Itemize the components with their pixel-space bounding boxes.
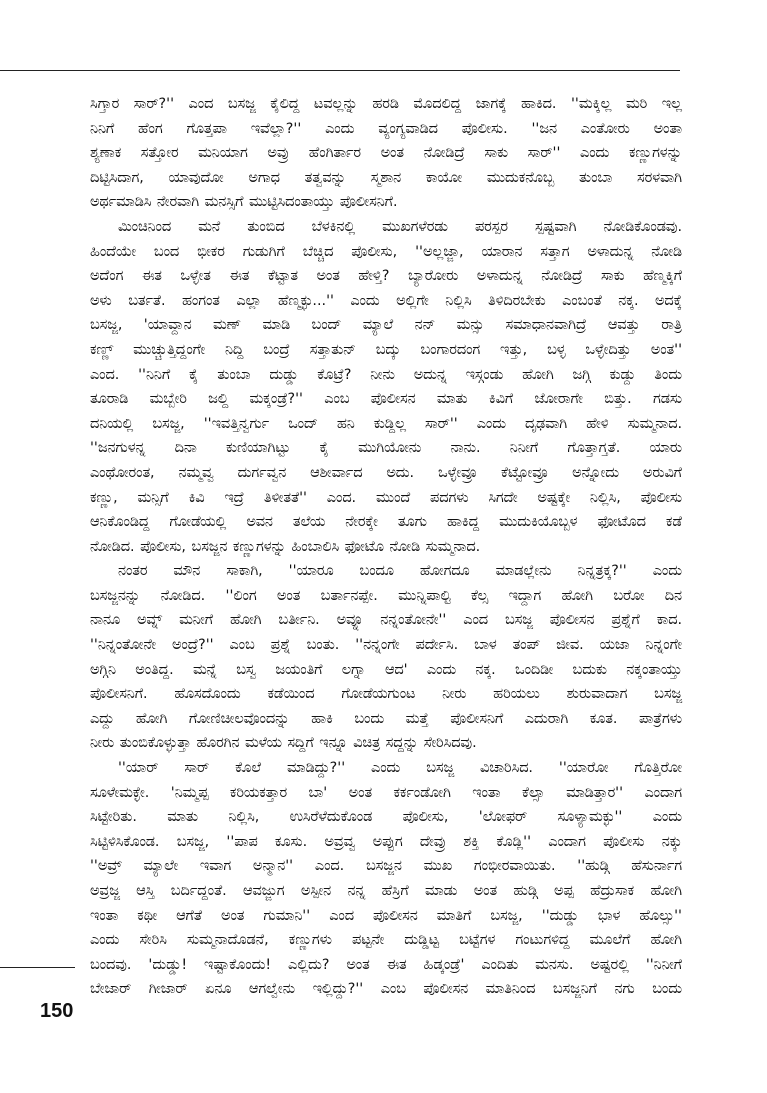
body-text: [90, 92, 682, 1002]
text-line: ನೋಡಿದ. ಪೊಲೀಸು, ಬಸಜ್ಜನ ಕಣ್ಣುಗಳನ್ನು ಹಿಂಬಾಲಿಸಿ ಫೋಟೊ ನೋಡಿ ಸುಮ್ಮನಾದ.: [90, 538, 481, 555]
text-line: ನಂತರ ಮೌನ ಸಾಕಾಗಿ, ''ಯಾರೂ ಬಂದೂ ಹೋಗದೂ ಮಾಡಲ್ಲೇನು ನಿನ್ನತ್ರಕ್ಕ?'' ಎಂದು: [118, 563, 682, 580]
paragraph-4: [90, 756, 682, 1002]
text-line: ಬೇಜಾರ್ ಗೀಜಾರ್ ಏನೂ ಆಗಲ್ವೇನು ಇಲ್ಲಿದ್ದು?'' ಎಂಬ ಪೊಲೀಸನ ಮಾತಿನಿಂದ ಬಸಜ್ಜನಿಗೆ ನಗು ಬಂದು: [90, 981, 682, 998]
text-line: ಆನಿಕೊಂಡಿದ್ದ ಗೋಡೆಯಲ್ಲಿ ಅವನ ತಲೆಯ ನೇರಕ್ಕೇ ತೂಗು ಹಾಕಿದ್ದ ಮುದುಕಿಯೊಬ್ಬಳ ಫೋಟೊದ ಕಡೆ: [90, 514, 682, 531]
paragraph-3: [90, 559, 682, 756]
text-line: ಬಸಜ್ಜ, 'ಯಾವ್ದಾನ ಮಣ್ ಮಾಡಿ ಬಂದ್ ಮ್ಯಾಲೆ ನನ್ ಮನ್ಸು ಸಮಾಧಾನವಾಗಿದ್ರೆ ಆವತ್ತು ರಾತ್ರಿ: [90, 317, 682, 334]
text-line: ನೀರು ತುಂಬಿಕೊಳ್ಳುತ್ತಾ ಹೊರಗಿನ ಮಳೆಯ ಸದ್ದಿಗೆ ಇನ್ನೂ ವಿಚಿತ್ರ ಸದ್ದನ್ನು ಸೇರಿಸಿದವು.: [90, 735, 477, 752]
text-line: ಅದೆಂಗ ಈತ ಒಳ್ಳೇತ ಈತ ಕೆಟ್ಟಾತ ಅಂತ ಹೇಳ್ತಿ? ಬ್ಯಾರೋರು ಅಳಾದುನ್ನ ನೋಡಿದ್ರೆ ಸಾಕು ಹೆಣ್ಮಕ್ಕಿಗೆ: [90, 268, 682, 285]
text-line: ಪೊಲೀಸನಿಗೆ. ಹೊಸದೊಂದು ಕಡೆಯಿಂದ ಗೋಡೆಯಗುಂಟ ನೀರು ಹರಿಯಲು ಶುರುವಾದಾಗ ಬಸಜ್ಜ: [90, 686, 682, 703]
text-line: ಅಗ್ಗಿನಿ ಅಂತಿದ್ದ. ಮನ್ನೆ ಬಸ್ವ ಜಯಂತಿಗೆ ಲಗ್ನಾ ಆದ' ಎಂದು ನಕ್ಕ. ಒಂದಿಡೀ ಬದುಕು ನಕ್ಕಂತಾಯ್ತು: [90, 661, 682, 678]
text-line: ಸಿಟ್ಟಿಳಿಸಿಕೊಂಡ. ಬಸಜ್ಜ, ''ಪಾಪ ಕೂಸು. ಅವ್ರವ್ವ ಅಪ್ಪುಗ ದೇವ್ರು ಶಕ್ತಿ ಕೊಡ್ಲಿ'' ಎಂದಾಗ ಪೊಲೀಸು ನಕ್ಕು: [90, 833, 682, 850]
text-line: ಅವ್ರಜ್ಜ ಆಸ್ತಿ ಬರ್ದಿದ್ದಂತೆ. ಆವಜ್ಜುಗ ಅಸ್ಪೀನ ನನ್ನ ಹೆಸ್ರಿಗೆ ಮಾಡು ಅಂತ ಹುಡ್ಗಿ ಅಪ್ಪ ಹೆದ್ರುಸಾಕ ಹೋಗಿ: [90, 883, 682, 899]
text-line: ಕಣ್ಣ್ ಮುಚ್ಚುತ್ತಿದ್ದಂಗೇ ನಿದ್ದಿ ಬಂದ್ರೆ ಸತ್ತಾತುನ್ ಬದ್ಕು ಬಂಗಾರದಂಗ ಇತ್ತು, ಬಳ್ಳ ಒಳ್ಳೇದಿತ್ತು ಅಂತ'': [90, 341, 682, 358]
text-line: ಇಂತಾ ಕಥೀ ಆಗೆತೆ ಅಂತ ಗುಮಾನಿ'' ಎಂದ ಪೊಲೀಸನ ಮಾತಿಗೆ ಬಸಜ್ಜ, ''ದುಡ್ಡು ಭಾಳ ಹೊಲ್ಸು'': [90, 907, 682, 924]
page-number: 150: [40, 1000, 74, 1022]
text-line: ಎದ್ದು ಹೋಗಿ ಗೋಣಿಚೀಲವೊಂದನ್ನು ಹಾಕಿ ಬಂದು ಮತ್ತೆ ಪೊಲೀಸನಿಗೆ ಎದುರಾಗಿ ಕೂತ. ಪಾತ್ರೆಗಳು: [90, 710, 682, 727]
text-line: ದಿಟ್ಟಿಸಿದಾಗ, ಯಾವುದೋ ಅಗಾಧ ತತ್ವವನ್ನು ಸ್ಮಶಾನ ಕಾಯೋ ಮುದುಕನೊಬ್ಬ ತುಂಬಾ ಸರಳವಾಗಿ: [90, 169, 682, 186]
text-line: ಸೂಳೇಮಕ್ಳೇ. 'ನಿಮ್ಮಪ್ಪ ಕರಿಯಕತ್ತಾರ ಬಾ' ಅಂತ ಕರ್ಕಂಡೋಗಿ ಇಂತಾ ಕೆಲ್ಸಾ ಮಾಡಿತ್ತಾರ'' ಎಂದಾಗ: [90, 784, 682, 801]
text-line: ''ಯಾರ್ ಸಾರ್ ಕೊಲೆ ಮಾಡಿದ್ದು?'' ಎಂದು ಬಸಜ್ಜ ವಿಚಾರಿಸಿದ. ''ಯಾರೋ ಗೊತ್ತಿರೋ: [118, 760, 682, 777]
text-line: ಶ್ಯಣಾಕ ಸತ್ತೋರ ಮನಿಯಾಗ ಅವ್ರು ಹೆಂಗಿರ್ತಾರ ಅಂತ ನೋಡಿದ್ರೆ ಸಾಕು ಸಾರ್'' ಎಂದು ಕಣ್ಣುಗಳನ್ನು: [90, 145, 682, 162]
text-line: ''ಅವ್ರ್ ಮ್ಯಾಲೇ ಇವಾಗ ಅನ್ಮಾನ'' ಎಂದ. ಬಸಜ್ಜನ ಮುಖ ಗಂಭೀರವಾಯಿತು. ''ಹುಡ್ಗಿ ಹೆಸುರ್ನಾಗ: [90, 858, 682, 875]
paragraph-1: [90, 92, 682, 215]
text-line: ''ನಿನ್ನಂತೋನೇ ಅಂದ್ರೆ?'' ಎಂಬ ಪ್ರಶ್ನೆ ಬಂತು. ''ನನ್ನಂಗೇ ಪರ್ದೇಸಿ. ಬಾಳ ತಂಪ್ ಜೀವ. ಯಜಾ ನಿನ್ನಂಗೇ: [90, 637, 682, 654]
text-line: ಬಸಜ್ಜನನ್ನು ನೋಡಿದ. ''ಲಿಂಗ ಅಂತ ಬರ್ತಾನಪ್ಪೇ. ಮುನ್ನಿಪಾಲ್ಟಿ ಕೆಲ್ಸ ಇದ್ದಾಗ ಹೋಗಿ ಬರೋ ದಿನ: [90, 587, 682, 604]
text-line: ಸಿಟ್ಟೇರಿತು. ಮಾತು ನಿಲ್ಲಿಸಿ, ಉಸಿರೆಳೆದುಕೊಂಡ ಪೊಲೀಸು, 'ಲೋಫರ್ ಸೂಳ್ಯಾಮಕ್ಳು'' ಎಂದು: [90, 809, 682, 826]
text-line: ತೂರಾಡಿ ಮಬ್ಬೇರಿ ಜಲ್ದಿ ಮಕ್ಕಂಡ್ರೆ?'' ಎಂಬ ಪೊಲೀಸನ ಮಾತು ಕಿವಿಗೆ ಜೋರಾಗೇ ಬಿತ್ತು. ಗಡಸು: [90, 391, 682, 408]
text-line: ಬಂದವು. 'ದುಡ್ಡು! ಇಷ್ಟಾಕೊಂದು! ಎಲ್ಲಿದು? ಅಂತ ಈತ ಹಿಡ್ಕಂಡ್ರೆ' ಎಂದಿತು ಮನಸು. ಅಷ್ಟರಲ್ಲಿ ''ನಿನೀಗೆ: [90, 956, 682, 973]
text-line: ನಾನೂ ಅವ್ನ್ ಮನೀಗೆ ಹೋಗಿ ಬರ್ತೀನಿ. ಅವ್ನೂ ನನ್ನಂತೋನೇ'' ಎಂದ ಬಸಜ್ಜ ಪೊಲೀಸನ ಪ್ರಶ್ನೆಗೆ ಕಾದ.: [90, 612, 682, 629]
text-line: ಎಂದು ಸೇರಿಸಿ ಸುಮ್ಮನಾದೊಡನೆ, ಕಣ್ಣುಗಳು ಪಟ್ಟನೇ ದುಡ್ಡಿಟ್ಟ ಬಟ್ಟೆಗಳ ಗಂಟುಗಳಿದ್ದ ಮೂಲೆಗೆ ಹೋಗಿ: [90, 932, 682, 949]
text-line: ನಿನಿಗೆ ಹೆಂಗ ಗೊತ್ತಪಾ ಇವೆಲ್ಲಾ?'' ಎಂದು ವ್ಯಂಗ್ಯವಾಡಿದ ಪೊಲೀಸು. ''ಜನ ಎಂತೋರು ಅಂತಾ: [90, 120, 682, 137]
header-rule: [0, 70, 680, 71]
footer-rule: [0, 967, 75, 968]
text-line: ಎಂಥೋರಂತ, ನಮ್ಮವ್ವ ದುರ್ಗವ್ವನ ಆಶೀರ್ವಾದ ಅದು. ಒಳ್ಳೇವ್ರೂ ಕೆಟ್ಟೋವ್ರೂ ಅನ್ನೋದು ಅರುವಿಗೆ: [90, 464, 682, 481]
text-line: ಸಿಗ್ತಾರ ಸಾರ್?'' ಎಂದ ಬಸಜ್ಜ ಕೈಲಿದ್ದ ಟವಲ್ಲನ್ನು ಹರಡಿ ಮೊದಲಿದ್ದ ಜಾಗಕ್ಕೆ ಹಾಕಿದ. ''ಮಕ್ಕಿಲ್ಲ ಮರಿ ಇಲ್ಲ: [90, 96, 682, 112]
text-line: ಹಿಂದೆಯೇ ಬಂದ ಭೀಕರ ಗುಡುಗಿಗೆ ಬೆಚ್ಚಿದ ಪೊಲೀಸು, ''ಅಲ್ಲಜ್ಜಾ, ಯಾರಾನ ಸತ್ತಾಗ ಅಳಾದುನ್ನ ನೋಡಿ: [90, 243, 682, 260]
paragraph-2: [90, 215, 682, 559]
text-line: ಅರ್ಥಮಾಡಿಸಿ ನೇರವಾಗಿ ಮನಸ್ಸಿಗೆ ಮುಟ್ಟಿಸಿದಂತಾಯ್ತು ಪೊಲೀಸನಿಗೆ.: [90, 194, 398, 211]
text-line: ಮಿಂಚಿನಿಂದ ಮನೆ ತುಂಬಿದ ಬೆಳಕಿನಲ್ಲಿ ಮುಖಗಳೆರಡು ಪರಸ್ಪರ ಸ್ಪಷ್ಟವಾಗಿ ನೋಡಿಕೊಂಡವು.: [118, 218, 682, 235]
text-line: ಎಂದ. ''ನಿನಿಗೆ ಕೈ ತುಂಬಾ ದುಡ್ಡು ಕೊಟ್ರೆ? ನೀನು ಅದುನ್ನ ಇಸ್ಗಂಡು ಹೋಗಿ ಜಗ್ಗಿ ಕುಡ್ದು ತಿಂದು: [90, 366, 682, 383]
text-line: ಅಳು ಬರ್ತತೆ. ಹಂಗಂತ ಎಲ್ಲಾ ಹೆಣ್ಮಕ್ಳು...'' ಎಂದು ಅಲ್ಲಿಗೇ ನಿಲ್ಲಿಸಿ ತಿಳಿದಿರಬೇಕು ಎಂಬಂತೆ ನಕ್ಕ. ಅದಕ್ಕೆ: [90, 292, 682, 309]
text-line: ದನಿಯಲ್ಲಿ ಬಸಜ್ಜ, ''ಇವತ್ತಿನ್ವರ್ಗು ಒಂದ್ ಹನಿ ಕುಡ್ದಿಲ್ಲ ಸಾರ್'' ಎಂದು ದೃಢವಾಗಿ ಹೇಳಿ ಸುಮ್ಮನಾದ.: [90, 415, 682, 432]
text-line: ಕಣ್ಣು, ಮನ್ಸಿಗೆ ಕಿವಿ ಇದ್ರೆ ತಿಳೀತತೆ'' ಎಂದ. ಮುಂದೆ ಪದಗಳು ಸಿಗದೇ ಅಷ್ಟಕ್ಕೇ ನಿಲ್ಲಿಸಿ, ಪೊಲೀಸು: [90, 489, 682, 506]
text-line: ''ಜನಗುಳನ್ನ ದಿನಾ ಕುಣಿಯಾಗಿಟ್ಟು ಕೈ ಮುಗಿಯೋನು ನಾನು. ನಿನೀಗೆ ಗೊತ್ತಾಗ್ತತೆ. ಯಾರು: [90, 440, 682, 457]
